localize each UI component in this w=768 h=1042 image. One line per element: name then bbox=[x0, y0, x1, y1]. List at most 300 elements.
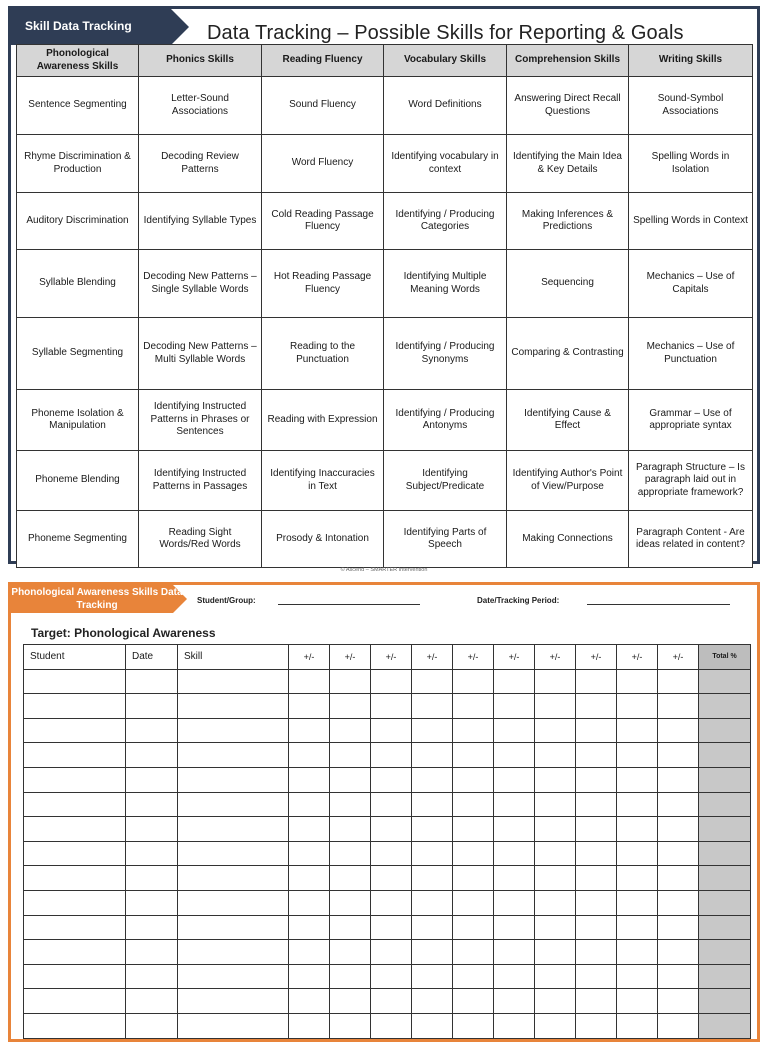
student-cell[interactable] bbox=[24, 989, 126, 1014]
plus-minus-cell[interactable] bbox=[494, 718, 535, 743]
plus-minus-header: +/- bbox=[535, 645, 576, 670]
plus-minus-cell[interactable] bbox=[658, 718, 699, 743]
plus-minus-cell[interactable] bbox=[617, 767, 658, 792]
student-cell[interactable] bbox=[24, 767, 126, 792]
plus-minus-cell[interactable] bbox=[658, 792, 699, 817]
student-cell[interactable] bbox=[24, 1013, 126, 1038]
plus-minus-cell[interactable] bbox=[576, 841, 617, 866]
student-cell[interactable] bbox=[24, 743, 126, 768]
plus-minus-cell[interactable] bbox=[289, 669, 330, 694]
skill-cell[interactable] bbox=[178, 940, 289, 965]
student-cell[interactable] bbox=[24, 718, 126, 743]
skill-cell[interactable] bbox=[178, 718, 289, 743]
skill-cell: Syllable Blending bbox=[17, 250, 139, 318]
skill-cell[interactable] bbox=[178, 743, 289, 768]
date-cell[interactable] bbox=[126, 964, 178, 989]
plus-minus-cell[interactable] bbox=[535, 989, 576, 1014]
skill-cell: Sentence Segmenting bbox=[17, 77, 139, 135]
date-cell[interactable] bbox=[126, 989, 178, 1014]
plus-minus-cell[interactable] bbox=[412, 989, 453, 1014]
skill-cell: Identifying Instructed Patterns in Phrases or Sentences bbox=[139, 390, 262, 451]
plus-minus-cell[interactable] bbox=[658, 866, 699, 891]
plus-minus-cell[interactable] bbox=[371, 1013, 412, 1038]
plus-minus-cell[interactable] bbox=[658, 694, 699, 719]
column-header: Comprehension Skills bbox=[507, 45, 629, 77]
skill-cell: Grammar – Use of appropriate syntax bbox=[629, 390, 753, 451]
plus-minus-cell[interactable] bbox=[289, 743, 330, 768]
skills-table-row bbox=[17, 318, 753, 390]
plus-minus-cell[interactable] bbox=[617, 792, 658, 817]
column-header: Writing Skills bbox=[629, 45, 753, 77]
plus-minus-cell[interactable] bbox=[453, 817, 494, 842]
skill-cell: Sound-Symbol Associations bbox=[629, 77, 753, 135]
plus-minus-cell[interactable] bbox=[617, 718, 658, 743]
skill-cell[interactable] bbox=[178, 866, 289, 891]
plus-minus-cell[interactable] bbox=[330, 1013, 371, 1038]
skill-cell: Paragraph Content - Are ideas related in content? bbox=[629, 511, 753, 568]
plus-minus-cell[interactable] bbox=[371, 989, 412, 1014]
plus-minus-cell[interactable] bbox=[535, 792, 576, 817]
skill-cell[interactable] bbox=[178, 890, 289, 915]
plus-minus-cell[interactable] bbox=[658, 669, 699, 694]
plus-minus-cell[interactable] bbox=[535, 817, 576, 842]
skill-cell: Syllable Segmenting bbox=[17, 318, 139, 390]
plus-minus-cell[interactable] bbox=[494, 989, 535, 1014]
plus-minus-cell[interactable] bbox=[453, 743, 494, 768]
date-cell[interactable] bbox=[126, 694, 178, 719]
skill-cell: Reading Sight Words/Red Words bbox=[139, 511, 262, 568]
skill-cell: Sequencing bbox=[507, 250, 629, 318]
total-percent-cell[interactable] bbox=[699, 866, 751, 891]
date-cell[interactable] bbox=[126, 767, 178, 792]
plus-minus-cell[interactable] bbox=[371, 940, 412, 965]
date-cell[interactable] bbox=[126, 792, 178, 817]
plus-minus-cell[interactable] bbox=[289, 890, 330, 915]
plus-minus-cell[interactable] bbox=[535, 694, 576, 719]
plus-minus-cell[interactable] bbox=[412, 841, 453, 866]
plus-minus-cell[interactable] bbox=[494, 890, 535, 915]
plus-minus-cell[interactable] bbox=[412, 669, 453, 694]
plus-minus-cell[interactable] bbox=[330, 669, 371, 694]
student-cell[interactable] bbox=[24, 669, 126, 694]
plus-minus-header: +/- bbox=[330, 645, 371, 670]
student-cell[interactable] bbox=[24, 915, 126, 940]
date-column-header: Date bbox=[126, 645, 178, 670]
plus-minus-cell[interactable] bbox=[453, 694, 494, 719]
plus-minus-header: +/- bbox=[453, 645, 494, 670]
target-heading: Target: Phonological Awareness bbox=[31, 626, 216, 640]
plus-minus-cell[interactable] bbox=[617, 1013, 658, 1038]
plus-minus-cell[interactable] bbox=[412, 792, 453, 817]
skill-cell: Letter-Sound Associations bbox=[139, 77, 262, 135]
tracking-row bbox=[24, 940, 751, 965]
skill-cell: Identifying Cause & Effect bbox=[507, 390, 629, 451]
skill-cell[interactable] bbox=[178, 915, 289, 940]
column-header: Vocabulary Skills bbox=[384, 45, 507, 77]
plus-minus-header: +/- bbox=[658, 645, 699, 670]
plus-minus-cell[interactable] bbox=[371, 792, 412, 817]
total-percent-cell[interactable] bbox=[699, 792, 751, 817]
student-cell[interactable] bbox=[24, 940, 126, 965]
plus-minus-cell[interactable] bbox=[535, 718, 576, 743]
skill-cell: Word Fluency bbox=[262, 135, 384, 193]
skill-cell[interactable] bbox=[178, 817, 289, 842]
plus-minus-cell[interactable] bbox=[289, 792, 330, 817]
column-header: Phonological Awareness Skills bbox=[17, 45, 139, 77]
student-cell[interactable] bbox=[24, 694, 126, 719]
date-period-field[interactable] bbox=[587, 604, 730, 605]
skill-cell: Identifying the Main Idea & Key Details bbox=[507, 135, 629, 193]
date-cell[interactable] bbox=[126, 1013, 178, 1038]
plus-minus-cell[interactable] bbox=[371, 767, 412, 792]
plus-minus-header: +/- bbox=[289, 645, 330, 670]
skill-cell: Making Inferences & Predictions bbox=[507, 193, 629, 250]
student-group-field[interactable] bbox=[278, 604, 420, 605]
plus-minus-cell[interactable] bbox=[658, 841, 699, 866]
plus-minus-cell[interactable] bbox=[494, 1013, 535, 1038]
skill-cell: Decoding New Patterns – Single Syllable Words bbox=[139, 250, 262, 318]
date-cell[interactable] bbox=[126, 915, 178, 940]
tracking-row bbox=[24, 841, 751, 866]
total-percent-cell[interactable] bbox=[699, 669, 751, 694]
plus-minus-cell[interactable] bbox=[330, 792, 371, 817]
plus-minus-cell[interactable] bbox=[494, 964, 535, 989]
plus-minus-cell[interactable] bbox=[494, 915, 535, 940]
plus-minus-cell[interactable] bbox=[453, 964, 494, 989]
plus-minus-cell[interactable] bbox=[617, 743, 658, 768]
plus-minus-cell[interactable] bbox=[494, 743, 535, 768]
skill-data-tracking-tab bbox=[11, 9, 191, 47]
total-percent-header: Total % bbox=[699, 645, 751, 670]
plus-minus-cell[interactable] bbox=[371, 915, 412, 940]
tracking-row bbox=[24, 694, 751, 719]
plus-minus-cell[interactable] bbox=[617, 964, 658, 989]
skills-table-row bbox=[17, 451, 753, 511]
date-cell[interactable] bbox=[126, 718, 178, 743]
tracking-row bbox=[24, 866, 751, 891]
plus-minus-cell[interactable] bbox=[412, 817, 453, 842]
plus-minus-cell[interactable] bbox=[494, 866, 535, 891]
plus-minus-cell[interactable] bbox=[494, 694, 535, 719]
total-percent-cell[interactable] bbox=[699, 915, 751, 940]
skill-cell: Cold Reading Passage Fluency bbox=[262, 193, 384, 250]
date-cell[interactable] bbox=[126, 940, 178, 965]
skill-cell: Decoding Review Patterns bbox=[139, 135, 262, 193]
skill-cell: Reading with Expression bbox=[262, 390, 384, 451]
plus-minus-cell[interactable] bbox=[658, 915, 699, 940]
skills-table-row bbox=[17, 250, 753, 318]
plus-minus-cell[interactable] bbox=[494, 940, 535, 965]
plus-minus-cell[interactable] bbox=[289, 915, 330, 940]
skill-cell: Identifying Author's Point of View/Purpose bbox=[507, 451, 629, 511]
skill-cell: Spelling Words in Context bbox=[629, 193, 753, 250]
plus-minus-cell[interactable] bbox=[371, 817, 412, 842]
total-percent-cell[interactable] bbox=[699, 718, 751, 743]
student-cell[interactable] bbox=[24, 866, 126, 891]
plus-minus-cell[interactable] bbox=[576, 866, 617, 891]
tracking-row bbox=[24, 890, 751, 915]
plus-minus-cell[interactable] bbox=[535, 669, 576, 694]
plus-minus-cell[interactable] bbox=[494, 792, 535, 817]
plus-minus-cell[interactable] bbox=[412, 767, 453, 792]
plus-minus-cell[interactable] bbox=[576, 890, 617, 915]
plus-minus-cell[interactable] bbox=[330, 694, 371, 719]
plus-minus-cell[interactable] bbox=[494, 767, 535, 792]
total-percent-cell[interactable] bbox=[699, 890, 751, 915]
plus-minus-cell[interactable] bbox=[412, 718, 453, 743]
plus-minus-cell[interactable] bbox=[330, 915, 371, 940]
plus-minus-cell[interactable] bbox=[330, 940, 371, 965]
tracking-sheet-card bbox=[8, 582, 760, 1042]
student-cell[interactable] bbox=[24, 964, 126, 989]
plus-minus-cell[interactable] bbox=[330, 841, 371, 866]
skill-cell: Making Connections bbox=[507, 511, 629, 568]
plus-minus-cell[interactable] bbox=[494, 841, 535, 866]
plus-minus-cell[interactable] bbox=[289, 964, 330, 989]
plus-minus-cell[interactable] bbox=[453, 792, 494, 817]
date-cell[interactable] bbox=[126, 669, 178, 694]
tracking-row bbox=[24, 767, 751, 792]
skill-cell: Identifying vocabulary in context bbox=[384, 135, 507, 193]
plus-minus-cell[interactable] bbox=[371, 890, 412, 915]
skill-cell: Spelling Words in Isolation bbox=[629, 135, 753, 193]
plus-minus-cell[interactable] bbox=[658, 1013, 699, 1038]
plus-minus-cell[interactable] bbox=[535, 743, 576, 768]
tab-label: Phonological Awareness Skills Data Tracking bbox=[11, 587, 183, 611]
skill-cell[interactable] bbox=[178, 694, 289, 719]
plus-minus-cell[interactable] bbox=[453, 989, 494, 1014]
skill-column-header: Skill bbox=[178, 645, 289, 670]
plus-minus-cell[interactable] bbox=[576, 743, 617, 768]
plus-minus-cell[interactable] bbox=[658, 767, 699, 792]
plus-minus-cell[interactable] bbox=[494, 817, 535, 842]
skill-cell: Auditory Discrimination bbox=[17, 193, 139, 250]
plus-minus-cell[interactable] bbox=[453, 718, 494, 743]
plus-minus-cell[interactable] bbox=[289, 694, 330, 719]
plus-minus-cell[interactable] bbox=[658, 940, 699, 965]
copyright-notice: © Ascend – SMARTER Intervention bbox=[340, 567, 428, 573]
skill-cell: Phoneme Blending bbox=[17, 451, 139, 511]
plus-minus-cell[interactable] bbox=[371, 964, 412, 989]
skill-cell: Reading to the Punctuation bbox=[262, 318, 384, 390]
plus-minus-cell[interactable] bbox=[453, 890, 494, 915]
date-cell[interactable] bbox=[126, 890, 178, 915]
page-title: Data Tracking – Possible Skills for Reporting & Goals bbox=[207, 22, 684, 44]
total-percent-cell[interactable] bbox=[699, 1013, 751, 1038]
plus-minus-cell[interactable] bbox=[412, 964, 453, 989]
plus-minus-cell[interactable] bbox=[617, 817, 658, 842]
skills-table-row bbox=[17, 511, 753, 568]
student-cell[interactable] bbox=[24, 792, 126, 817]
plus-minus-cell[interactable] bbox=[453, 669, 494, 694]
plus-minus-cell[interactable] bbox=[576, 694, 617, 719]
student-column-header: Student bbox=[24, 645, 126, 670]
plus-minus-cell[interactable] bbox=[576, 718, 617, 743]
skills-table-row bbox=[17, 135, 753, 193]
skill-cell[interactable] bbox=[178, 1013, 289, 1038]
date-cell[interactable] bbox=[126, 866, 178, 891]
skills-table-row bbox=[17, 193, 753, 250]
column-header: Reading Fluency bbox=[262, 45, 384, 77]
tracking-row bbox=[24, 669, 751, 694]
plus-minus-cell[interactable] bbox=[371, 866, 412, 891]
plus-minus-cell[interactable] bbox=[289, 1013, 330, 1038]
tracking-header-row bbox=[24, 645, 751, 670]
plus-minus-cell[interactable] bbox=[412, 890, 453, 915]
total-percent-cell[interactable] bbox=[699, 940, 751, 965]
plus-minus-cell[interactable] bbox=[289, 866, 330, 891]
date-cell[interactable] bbox=[126, 743, 178, 768]
plus-minus-cell[interactable] bbox=[412, 915, 453, 940]
plus-minus-cell[interactable] bbox=[535, 915, 576, 940]
plus-minus-cell[interactable] bbox=[617, 841, 658, 866]
plus-minus-cell[interactable] bbox=[453, 1013, 494, 1038]
plus-minus-cell[interactable] bbox=[330, 817, 371, 842]
skill-cell: Identifying Instructed Patterns in Passages bbox=[139, 451, 262, 511]
plus-minus-cell[interactable] bbox=[617, 669, 658, 694]
total-percent-cell[interactable] bbox=[699, 964, 751, 989]
date-cell[interactable] bbox=[126, 817, 178, 842]
plus-minus-cell[interactable] bbox=[371, 841, 412, 866]
skill-cell: Rhyme Discrimination & Production bbox=[17, 135, 139, 193]
plus-minus-cell[interactable] bbox=[535, 940, 576, 965]
plus-minus-cell[interactable] bbox=[453, 866, 494, 891]
plus-minus-header: +/- bbox=[371, 645, 412, 670]
plus-minus-cell[interactable] bbox=[576, 964, 617, 989]
plus-minus-cell[interactable] bbox=[330, 989, 371, 1014]
tracking-sheet-tab bbox=[11, 585, 191, 617]
total-percent-cell[interactable] bbox=[699, 767, 751, 792]
plus-minus-cell[interactable] bbox=[412, 1013, 453, 1038]
plus-minus-cell[interactable] bbox=[576, 792, 617, 817]
plus-minus-cell[interactable] bbox=[617, 940, 658, 965]
plus-minus-cell[interactable] bbox=[617, 866, 658, 891]
skills-table bbox=[16, 44, 753, 568]
plus-minus-cell[interactable] bbox=[535, 841, 576, 866]
student-cell[interactable] bbox=[24, 890, 126, 915]
skill-cell: Decoding New Patterns – Multi Syllable Words bbox=[139, 318, 262, 390]
skill-cell: Phoneme Segmenting bbox=[17, 511, 139, 568]
plus-minus-header: +/- bbox=[576, 645, 617, 670]
plus-minus-cell[interactable] bbox=[658, 817, 699, 842]
plus-minus-cell[interactable] bbox=[576, 767, 617, 792]
skill-cell: Identifying Multiple Meaning Words bbox=[384, 250, 507, 318]
plus-minus-cell[interactable] bbox=[371, 669, 412, 694]
plus-minus-cell[interactable] bbox=[412, 694, 453, 719]
plus-minus-cell[interactable] bbox=[576, 817, 617, 842]
skill-cell[interactable] bbox=[178, 841, 289, 866]
skill-cell: Identifying Inaccuracies in Text bbox=[262, 451, 384, 511]
plus-minus-cell[interactable] bbox=[453, 940, 494, 965]
plus-minus-cell[interactable] bbox=[658, 989, 699, 1014]
plus-minus-cell[interactable] bbox=[576, 1013, 617, 1038]
plus-minus-cell[interactable] bbox=[330, 964, 371, 989]
plus-minus-cell[interactable] bbox=[617, 915, 658, 940]
total-percent-cell[interactable] bbox=[699, 817, 751, 842]
skill-cell: Paragraph Structure – Is paragraph laid out in appropriate framework? bbox=[629, 451, 753, 511]
skill-cell: Mechanics – Use of Punctuation bbox=[629, 318, 753, 390]
column-header: Phonics Skills bbox=[139, 45, 262, 77]
plus-minus-cell[interactable] bbox=[330, 866, 371, 891]
skill-cell: Sound Fluency bbox=[262, 77, 384, 135]
skill-cell[interactable] bbox=[178, 964, 289, 989]
total-percent-cell[interactable] bbox=[699, 743, 751, 768]
plus-minus-cell[interactable] bbox=[535, 964, 576, 989]
student-group-label: Student/Group: bbox=[197, 596, 256, 605]
plus-minus-cell[interactable] bbox=[494, 669, 535, 694]
plus-minus-cell[interactable] bbox=[371, 718, 412, 743]
tracking-row bbox=[24, 964, 751, 989]
student-cell[interactable] bbox=[24, 841, 126, 866]
skill-cell[interactable] bbox=[178, 989, 289, 1014]
plus-minus-cell[interactable] bbox=[535, 767, 576, 792]
skill-cell: Mechanics – Use of Capitals bbox=[629, 250, 753, 318]
plus-minus-cell[interactable] bbox=[289, 767, 330, 792]
tracking-row bbox=[24, 743, 751, 768]
plus-minus-cell[interactable] bbox=[576, 989, 617, 1014]
plus-minus-cell[interactable] bbox=[330, 767, 371, 792]
plus-minus-cell[interactable] bbox=[576, 915, 617, 940]
skill-cell: Prosody & Intonation bbox=[262, 511, 384, 568]
plus-minus-cell[interactable] bbox=[617, 989, 658, 1014]
student-cell[interactable] bbox=[24, 817, 126, 842]
tracking-row bbox=[24, 915, 751, 940]
plus-minus-cell[interactable] bbox=[412, 866, 453, 891]
plus-minus-cell[interactable] bbox=[330, 718, 371, 743]
plus-minus-cell[interactable] bbox=[617, 890, 658, 915]
skill-cell[interactable] bbox=[178, 792, 289, 817]
plus-minus-cell[interactable] bbox=[412, 743, 453, 768]
plus-minus-cell[interactable] bbox=[330, 743, 371, 768]
plus-minus-cell[interactable] bbox=[371, 694, 412, 719]
plus-minus-cell[interactable] bbox=[371, 743, 412, 768]
skill-cell: Identifying Syllable Types bbox=[139, 193, 262, 250]
plus-minus-cell[interactable] bbox=[453, 767, 494, 792]
total-percent-cell[interactable] bbox=[699, 694, 751, 719]
plus-minus-cell[interactable] bbox=[658, 964, 699, 989]
total-percent-cell[interactable] bbox=[699, 841, 751, 866]
plus-minus-cell[interactable] bbox=[289, 940, 330, 965]
plus-minus-cell[interactable] bbox=[617, 694, 658, 719]
plus-minus-cell[interactable] bbox=[289, 841, 330, 866]
plus-minus-cell[interactable] bbox=[289, 817, 330, 842]
total-percent-cell[interactable] bbox=[699, 989, 751, 1014]
tab-label: Skill Data Tracking bbox=[25, 19, 132, 33]
plus-minus-cell[interactable] bbox=[453, 841, 494, 866]
tracking-row bbox=[24, 1013, 751, 1038]
date-cell[interactable] bbox=[126, 841, 178, 866]
plus-minus-cell[interactable] bbox=[412, 940, 453, 965]
plus-minus-cell[interactable] bbox=[453, 915, 494, 940]
tracking-row bbox=[24, 792, 751, 817]
plus-minus-cell[interactable] bbox=[535, 866, 576, 891]
plus-minus-cell[interactable] bbox=[289, 989, 330, 1014]
plus-minus-cell[interactable] bbox=[535, 890, 576, 915]
skill-cell: Identifying Parts of Speech bbox=[384, 511, 507, 568]
skill-cell: Identifying / Producing Antonyms bbox=[384, 390, 507, 451]
plus-minus-cell[interactable] bbox=[535, 1013, 576, 1038]
plus-minus-cell[interactable] bbox=[330, 890, 371, 915]
tracking-row bbox=[24, 989, 751, 1014]
plus-minus-cell[interactable] bbox=[576, 940, 617, 965]
plus-minus-cell[interactable] bbox=[658, 743, 699, 768]
plus-minus-cell[interactable] bbox=[658, 890, 699, 915]
skill-cell[interactable] bbox=[178, 669, 289, 694]
plus-minus-cell[interactable] bbox=[576, 669, 617, 694]
skill-cell[interactable] bbox=[178, 767, 289, 792]
plus-minus-cell[interactable] bbox=[289, 718, 330, 743]
plus-minus-header: +/- bbox=[617, 645, 658, 670]
